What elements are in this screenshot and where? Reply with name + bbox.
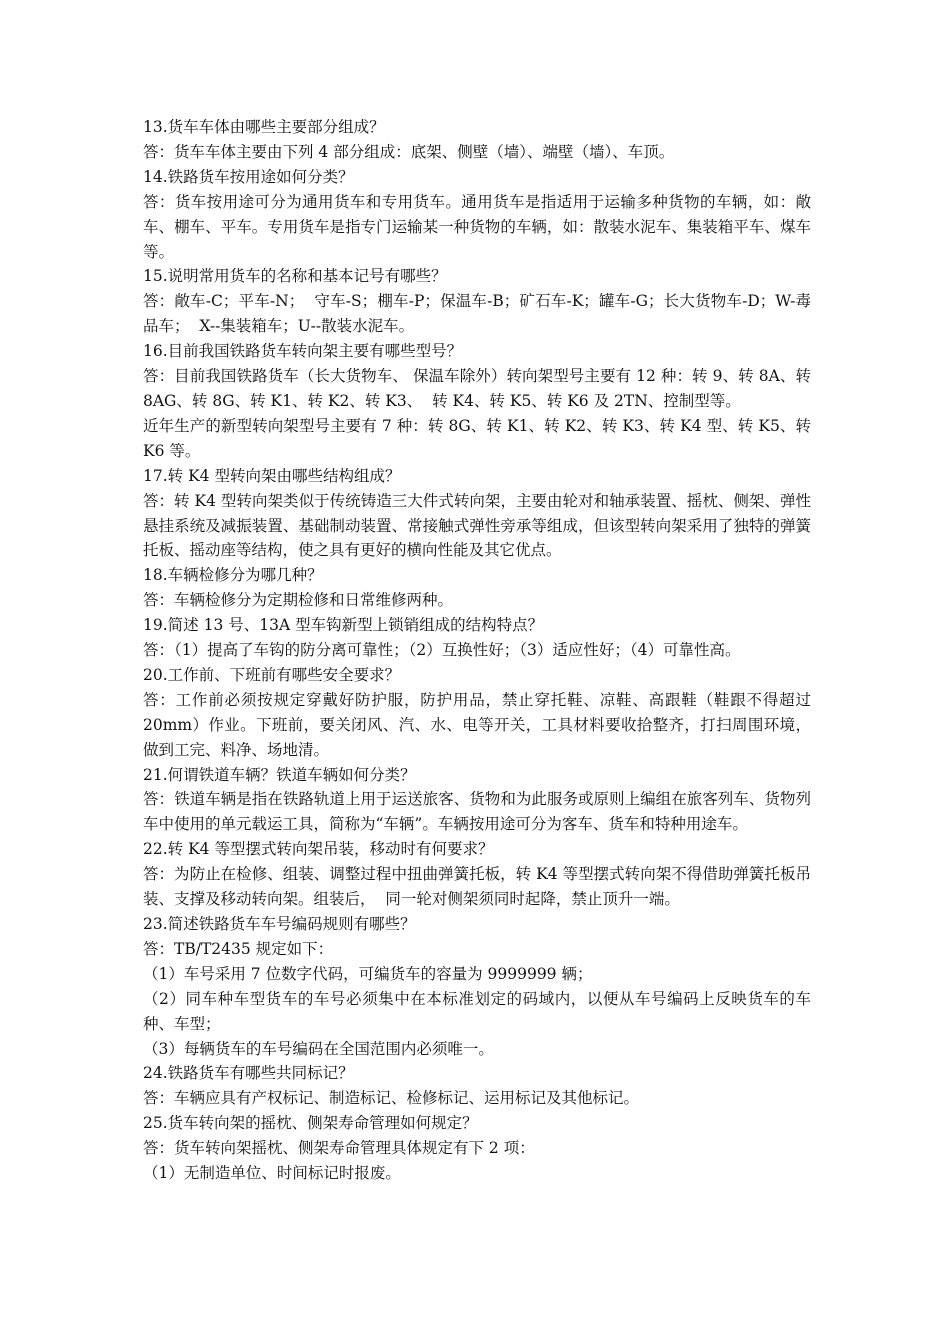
question-21: 21.何谓铁道车辆？铁道车辆如何分类？ <box>143 765 416 784</box>
answer-19: 答：（1）提高了车钩的防分离可靠性；（2）互换性好；（3）适应性好；（4）可靠性高。 <box>143 641 741 660</box>
answer-25: 答：货车转向架摇枕、侧架寿命管理具体规定有下 2 项： <box>143 1139 535 1158</box>
question-20: 20.工作前、下班前有哪些安全要求？ <box>143 665 401 684</box>
question-24: 24.铁路货车有哪些共同标记？ <box>143 1064 354 1083</box>
question-17: 17.转 K4 型转向架由哪些结构组成？ <box>143 466 401 485</box>
question-22: 22.转 K4 等型摆式转向架吊装，移动时有何要求？ <box>143 840 494 859</box>
question-23: 23.简述铁路货车车号编码规则有哪些？ <box>143 915 416 933</box>
question-13: 13.货车车体由哪些主要部分组成？ <box>143 118 385 136</box>
answer-25-item-1: （1）无制造单位、时间标记时报废。 <box>143 1164 401 1183</box>
question-18: 18.车辆检修分为哪几种？ <box>143 566 323 585</box>
answer-22: 答：为防止在检修、组装、调整过程中扭曲弹簧托板，转 K4 等型摆式转向架不得借助弹簧托板吊装、支撑及移动转向架。组装后， 同一轮对侧架须同时起降，禁止顶升一端。 <box>143 865 811 909</box>
answer-18: 答：车辆检修分为定期检修和日常维修两种。 <box>143 591 454 610</box>
answer-23: 答：TB/T2435 规定如下： <box>143 939 334 958</box>
answer-24: 答：车辆应具有产权标记、制造标记、检修标记、运用标记及其他标记。 <box>143 1089 640 1108</box>
answer-16-continued: 近年生产的新型转向架型号主要有 7 种：转 8G、转 K1、转 K2、转 K3、转 K4 型、转 K5、转 K6 等。 <box>143 416 816 460</box>
answer-21: 答：铁道车辆是指在铁路轨道上用于运送旅客、货物和为此服务或原则上编组在旅客列车、货物列车中使用的单元载运工具，简称为“车辆”。车辆按用途可分为客车、货车和特种用途车。 <box>143 790 811 834</box>
answer-16: 答：目前我国铁路货车（长大货物车、 保温车除外）转向架型号主要有 12 种：转 9、转 8A、转 8AG、转 8G、转 K1、转 K2、转 K3、 转 K4、转 K5、转 K6 及 2TN、控制型等。 <box>143 367 816 410</box>
answer-20: 答：工作前必须按规定穿戴好防护服，防护用品，禁止穿托鞋、凉鞋、高跟鞋（鞋跟不得超过 20mm）作业。下班前，要关闭风、汽、水、电等开关，工具材料要收拾整齐，打扫周围环境，做到工完、料净、场地清。 <box>143 690 816 759</box>
answer-14: 答：货车按用途可分为通用货车和专用货车。通用货车是指适用于运输多种货物的车辆，如：敞车、棚车、平车。专用货车是指专门运输某一种货物的车辆，如：散装水泥车、集装箱平车、煤车等。 <box>143 192 811 261</box>
answer-17: 答：转 K4 型转向架类似于传统铸造三大件式转向架，主要由轮对和轴承装置、摇枕、侧架、弹性悬挂系统及减振装置、基础制动装置、常接触式弹性旁承等组成，但该型转向架采用了独特的弹簧托板、摇动座等结构，使之具有更好的横向性能及其它优点。 <box>143 491 811 560</box>
question-14: 14.铁路货车按用途如何分类？ <box>143 167 354 186</box>
answer-23-item-1: （1）车号采用 7 位数字代码，可编货车的容量为 9999999 辆； <box>143 964 593 983</box>
answer-23-item-2: （2）同车种车型货车的车号必须集中在本标准划定的码域内，以便从车号编码上反映货车的车种、车型； <box>143 989 811 1033</box>
document-body <box>143 115 816 1186</box>
answer-23-item-3: （3）每辆货车的车号编码在全国范围内必须唯一。 <box>143 1039 494 1058</box>
question-16: 16.目前我国铁路货车转向架主要有哪些型号？ <box>143 342 463 361</box>
question-19: 19.简述 13 号、13A 型车钩新型上锁销组成的结构特点？ <box>143 616 544 635</box>
answer-15: 答：敞车-C；平车-N； 守车-S；棚车-P；保温车-B；矿石车-K；罐车-G；长大货物车-D；W-毒品车； X--集装箱车；U--散装水泥车。 <box>143 292 811 336</box>
question-25: 25.货车转向架的摇枕、侧架寿命管理如何规定？ <box>143 1114 478 1133</box>
question-15: 15.说明常用货车的名称和基本记号有哪些？ <box>143 267 447 286</box>
answer-13: 答：货车车体主要由下列 4 部分组成：底架、侧壁（墙）、端壁（墙）、车顶。 <box>143 142 675 161</box>
